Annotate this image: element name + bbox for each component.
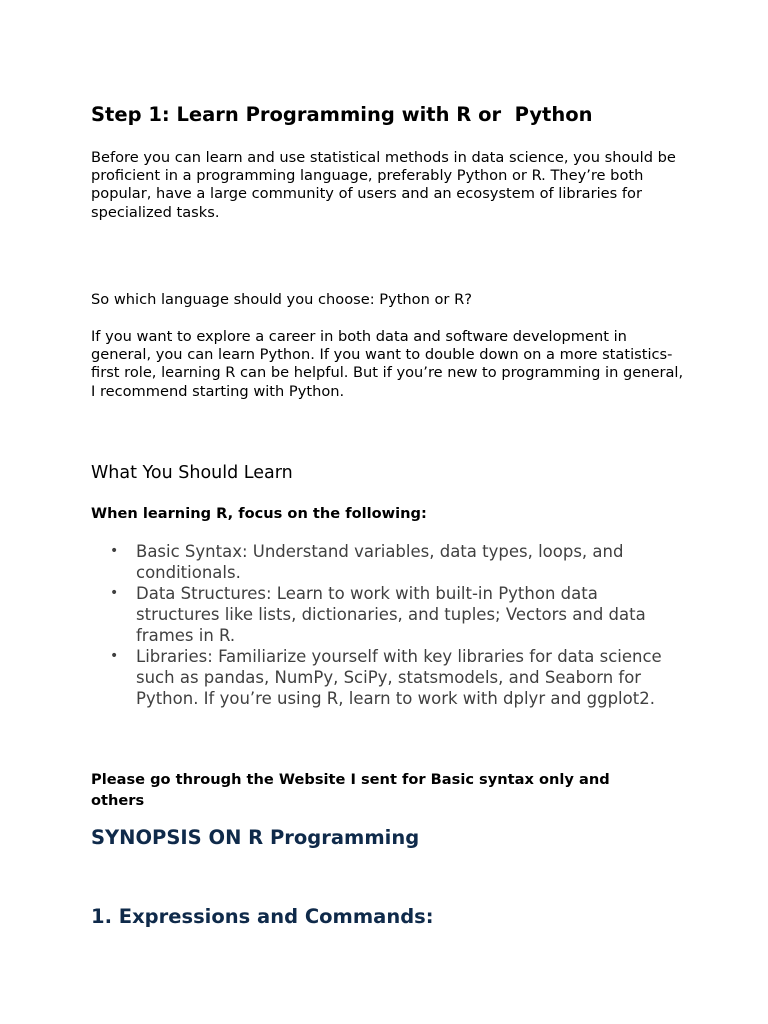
list-item-text: Data Structures: Learn to work with built-in Python data structures like lists, dictionaries, and tuples; Vectors and data frames in R. [136,584,646,645]
expressions-commands-heading: 1. Expressions and Commands: [91,905,434,928]
intro-paragraph: Before you can learn and use statistical methods in data science, you should be proficient in a programming language, preferably Python or R. They’re both popular, have a large community of users and an ecosystem of libraries for specialized tasks. [91,149,676,221]
list-item-text: Basic Syntax: Understand variables, data types, loops, and conditionals. [136,542,624,582]
advice-paragraph: If you want to explore a career in both data and software development in general, you can learn Python. If you want to double down on a more statistics-first role, learning R can be helpful. But if you’re new to programming in general, I recommend starting with Python. [91,328,684,400]
list-item-text: Libraries: Familiarize yourself with key libraries for data science such as pandas, NumPy, SciPy, statsmodels, and Seaborn for Python. If you’re using R, learn to work with dplyr and ggplot2. [136,647,662,708]
bullet-icon: • [110,648,119,664]
synopsis-heading: SYNOPSIS ON R Programming [91,826,420,849]
list-item [110,541,670,583]
language-question: So which language should you choose: Python or R? [91,291,472,308]
what-you-should-learn-heading: What You Should Learn [91,463,293,483]
list-item [110,646,670,709]
bullet-icon: • [110,543,119,559]
learning-topics-list [110,541,670,709]
step-1-heading: Step 1: Learn Programming with R or Python [91,103,593,126]
website-note: Please go through the Website I sent for Basic syntax only and others [91,771,610,809]
bullet-icon: • [110,585,119,601]
focus-line: When learning R, focus on the following: [91,505,427,522]
list-item [110,583,670,646]
